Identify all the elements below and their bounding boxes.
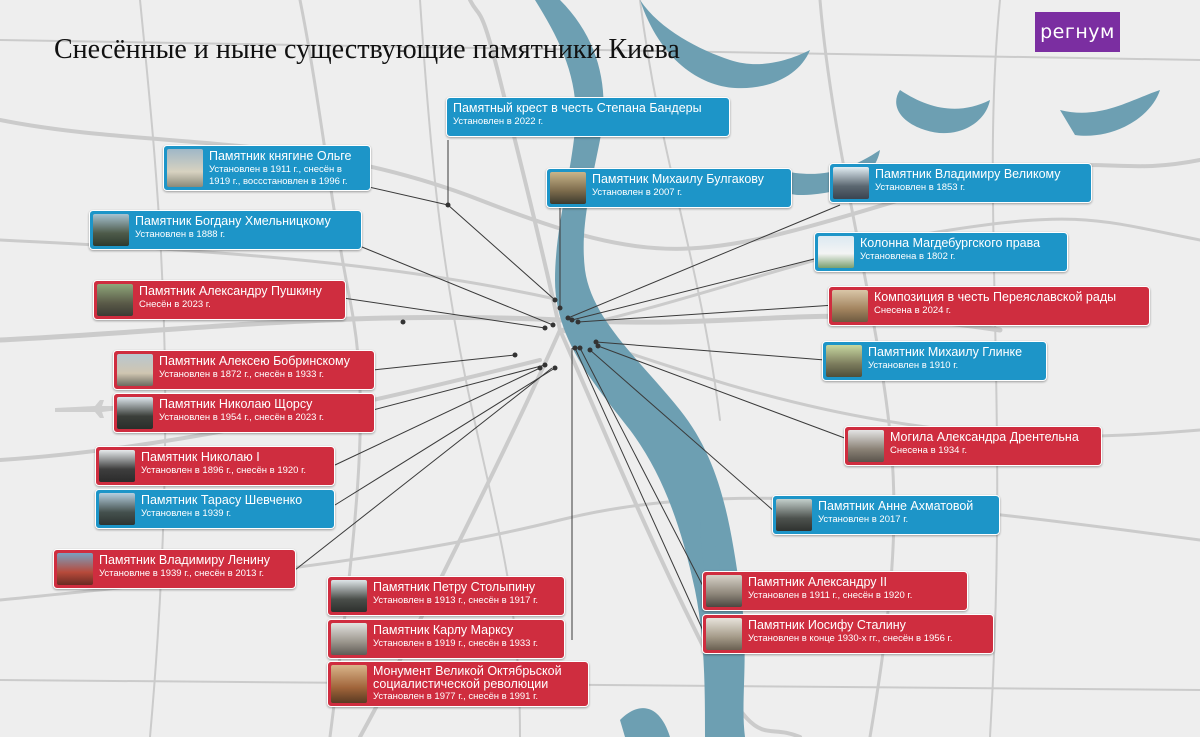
- monument-info: Снесён в 2023 г.: [139, 299, 211, 310]
- monument-info: Установлне в 1939 г., снесён в 2013 г.: [99, 568, 265, 579]
- monument-info: Установлен в 1910 г.: [868, 360, 959, 371]
- monument-card[interactable]: [53, 549, 296, 589]
- monument-name: Памятник Владимиру Великому: [875, 167, 1061, 181]
- monument-card[interactable]: [546, 168, 792, 208]
- monument-info: 1919 г., восcстановлен в 1996 г.: [209, 176, 348, 187]
- statue-photo: [57, 553, 93, 585]
- monument-card[interactable]: [772, 495, 1000, 535]
- statue-photo: [99, 450, 135, 482]
- monument-name: Памятник Николаю Щорсу: [159, 397, 313, 411]
- monument-info: Установлен в 1939 г.: [141, 508, 232, 519]
- monument-name: Памятник Петру Столыпину: [373, 580, 536, 594]
- monument-info: Снесена в 2024 г.: [874, 305, 951, 316]
- monument-name: Памятник Николаю I: [141, 450, 260, 464]
- monument-info: Установлен в 1896 г., снесён в 1920 г.: [141, 465, 307, 476]
- statue-photo: [706, 618, 742, 650]
- statue-photo: [776, 499, 812, 531]
- statue-photo: [93, 214, 129, 246]
- monument-card[interactable]: [93, 280, 346, 320]
- statue-photo: [331, 665, 367, 703]
- monument-info: Установлен в 2022 г.: [453, 116, 544, 127]
- monument-name: Памятник Карлу Марксу: [373, 623, 514, 637]
- statue-photo: [833, 167, 869, 199]
- monument-card[interactable]: [327, 619, 565, 659]
- monument-name: Памятник княгине Ольге: [209, 149, 352, 163]
- monument-info: Установлен в 1954 г., снесён в 2023 г.: [159, 412, 325, 423]
- monument-info: Установлен в 2007 г.: [592, 187, 683, 198]
- monument-name: Памятник Иосифу Сталину: [748, 618, 906, 632]
- monument-name: Памятник Михаилу Глинке: [868, 345, 1023, 359]
- monument-card[interactable]: [829, 163, 1092, 203]
- monument-name: Памятник Александру Пушкину: [139, 284, 322, 298]
- monument-name: Памятник Богдану Хмельницкому: [135, 214, 331, 228]
- monument-name: Памятный крест в честь Степана Бандеры: [453, 101, 702, 115]
- monument-card[interactable]: [327, 661, 589, 707]
- monument-name: Памятник Михаилу Булгакову: [592, 172, 764, 186]
- regnum-logo: регнум: [1035, 12, 1120, 52]
- statue-photo: [331, 623, 367, 655]
- monument-name: Монумент Великой Октябрьской: [373, 664, 562, 678]
- statue-photo: [818, 236, 854, 268]
- statue-photo: [117, 354, 153, 386]
- monument-name: Памятник Владимиру Ленину: [99, 553, 271, 567]
- statue-photo: [99, 493, 135, 525]
- monument-info: Установлен в 1872 г., снесён в 1933 г.: [159, 369, 325, 380]
- monument-info: Установлена в 1802 г.: [860, 251, 956, 262]
- monument-name: Памятник Анне Ахматовой: [818, 499, 974, 513]
- monument-name: Памятник Александру II: [748, 575, 887, 589]
- monument-card[interactable]: [844, 426, 1102, 466]
- statue-photo: [117, 397, 153, 429]
- monument-name: Могила Александра Дрентельна: [890, 430, 1079, 444]
- monument-card[interactable]: [113, 393, 375, 433]
- monument-info: Установлен в конце 1930-х гг., снесён в 1956 г.: [748, 633, 953, 644]
- monument-card[interactable]: [89, 210, 362, 250]
- monument-info: Установлен в 2017 г.: [818, 514, 909, 525]
- monument-info: Установлен в 1911 г., снесён в: [209, 164, 342, 175]
- monument-card[interactable]: [163, 145, 371, 191]
- monument-name: Памятник Алексею Бобринскому: [159, 354, 351, 368]
- monument-name: Композиция в честь Переяславской рады: [874, 290, 1117, 304]
- monument-name: социалистической революции: [373, 677, 549, 691]
- statue-photo: [97, 284, 133, 316]
- monument-card[interactable]: [95, 446, 335, 486]
- monument-card[interactable]: [828, 286, 1150, 326]
- monument-card[interactable]: [446, 97, 730, 137]
- monument-card[interactable]: [95, 489, 335, 529]
- monument-info: Установлен в 1977 г., снесён в 1991 г.: [373, 691, 539, 702]
- monument-card[interactable]: [113, 350, 375, 390]
- statue-photo: [848, 430, 884, 462]
- statue-photo: [832, 290, 868, 322]
- monument-info: Снесена в 1934 г.: [890, 445, 967, 456]
- statue-photo: [550, 172, 586, 204]
- statue-photo: [826, 345, 862, 377]
- statue-photo: [167, 149, 203, 187]
- statue-photo: [706, 575, 742, 607]
- monument-name: Колонна Магдебургского права: [860, 236, 1041, 250]
- map-title: Снесённые и ныне существующие памятники Киева: [54, 34, 680, 65]
- monument-card[interactable]: [327, 576, 565, 616]
- monument-name: Памятник Тарасу Шевченко: [141, 493, 303, 507]
- monument-card[interactable]: [822, 341, 1047, 381]
- monument-info: Установлен в 1911 г., снесён в 1920 г.: [748, 590, 913, 601]
- monument-info: Установлен в 1913 г., снесён в 1917 г.: [373, 595, 539, 606]
- monument-info: Установлен в 1888 г.: [135, 229, 226, 240]
- monument-card[interactable]: [814, 232, 1068, 272]
- monument-card[interactable]: [702, 571, 968, 611]
- monument-info: Установлен в 1919 г., снесён в 1933 г.: [373, 638, 539, 649]
- monument-info: Установлен в 1853 г.: [875, 182, 966, 193]
- monument-card[interactable]: [702, 614, 994, 654]
- statue-photo: [331, 580, 367, 612]
